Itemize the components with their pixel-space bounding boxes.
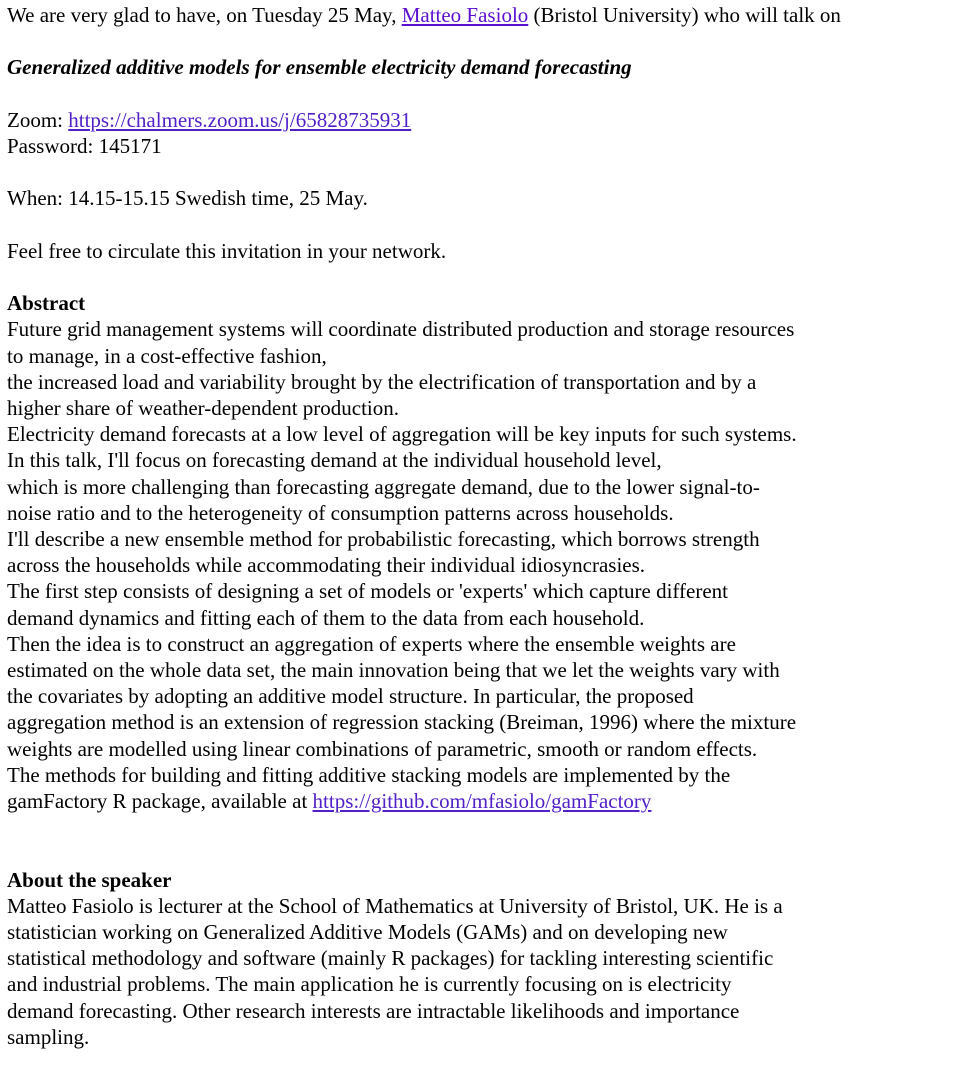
spacer (7, 814, 907, 866)
zoom-label: Zoom: (7, 107, 69, 132)
intro-paragraph (7, 2, 907, 28)
password-line: Password: 145171 (7, 133, 162, 158)
abstract-line: aggregation method is an extension of regression stacking (Breiman, 1996) where the mixture (7, 710, 797, 735)
circulate-line: Feel free to circulate this invitation in your network. (7, 238, 447, 263)
abstract-line: The methods for building and fitting additive stacking models are implemented by the (7, 762, 731, 787)
abstract-line: to manage, in a cost-effective fashion, (7, 343, 327, 368)
spacer (7, 212, 907, 238)
abstract-last-text: gamFactory R package, available at (7, 789, 313, 814)
talk-title: Generalized additive models for ensemble electricity demand forecasting (7, 55, 632, 80)
zoom-link[interactable]: https://chalmers.zoom.us/j/65828735931 (68, 107, 412, 132)
zoom-line (7, 107, 907, 133)
speaker-link[interactable]: Matteo Fasiolo (401, 3, 529, 27)
abstract-line: the covariates by adopting an additive model structure. In particular, the proposed (7, 684, 694, 709)
abstract-line: higher share of weather-dependent production. (7, 395, 400, 420)
abstract-last-line (7, 788, 907, 814)
abstract-line: In this talk, I'll focus on forecasting demand at the individual household level, (7, 448, 662, 473)
about-line: Matteo Fasiolo is lecturer at the School of Mathematics at University of Bristol, UK. He is a (7, 893, 783, 918)
abstract-line: demand dynamics and fitting each of them to the data from each household. (7, 605, 645, 630)
abstract-line: I'll describe a new ensemble method for probabilistic forecasting, which borrows strength (7, 526, 760, 551)
abstract-line: which is more challenging than forecasting aggregate demand, due to the lower signal-to- (7, 474, 760, 499)
abstract-line: noise ratio and to the heterogeneity of consumption patterns across households. (7, 500, 674, 525)
intro-before: We are very glad to have, on Tuesday 25 May, (7, 3, 402, 27)
about-line: and industrial problems. The main application he is currently focusing on is electricity (7, 972, 732, 997)
abstract-line: The first step consists of designing a set of models or 'experts' which capture different (7, 579, 728, 604)
abstract-line: weights are modelled using linear combinations of parametric, smooth or random effects. (7, 736, 758, 761)
when-line: When: 14.15-15.15 Swedish time, 25 May. (7, 186, 368, 211)
abstract-line: Future grid management systems will coordinate distributed production and storage resources (7, 317, 795, 342)
github-link[interactable]: https://github.com/mfasiolo/gamFactory (312, 789, 652, 814)
abstract-body (7, 316, 907, 814)
about-line: demand forecasting. Other research interests are intractable likelihoods and importance (7, 998, 740, 1023)
about-line: statistical methodology and software (mainly R packages) for tackling interesting scientific (7, 946, 774, 971)
intro-after: (Bristol University) who will talk on (528, 3, 841, 27)
spacer (7, 81, 907, 107)
abstract-line: the increased load and variability brought by the electrification of transportation and by a (7, 369, 757, 394)
about-body (7, 893, 907, 1050)
about-heading: About the speaker (7, 867, 172, 892)
spacer (7, 264, 907, 290)
abstract-line: estimated on the whole data set, the main innovation being that we let the weights vary with (7, 658, 780, 682)
abstract-line: across the households while accommodating their individual idiosyncrasies. (7, 553, 646, 578)
spacer (7, 28, 907, 54)
abstract-heading: Abstract (7, 291, 86, 316)
about-line: statistician working on Generalized Additive Models (GAMs) and on developing new (7, 920, 728, 945)
spacer (7, 159, 907, 185)
about-line: sampling. (7, 1024, 90, 1049)
abstract-line: Electricity demand forecasts at a low level of aggregation will be key inputs for such systems. (7, 422, 797, 447)
abstract-line: Then the idea is to construct an aggregation of experts where the ensemble weights are (7, 631, 736, 656)
